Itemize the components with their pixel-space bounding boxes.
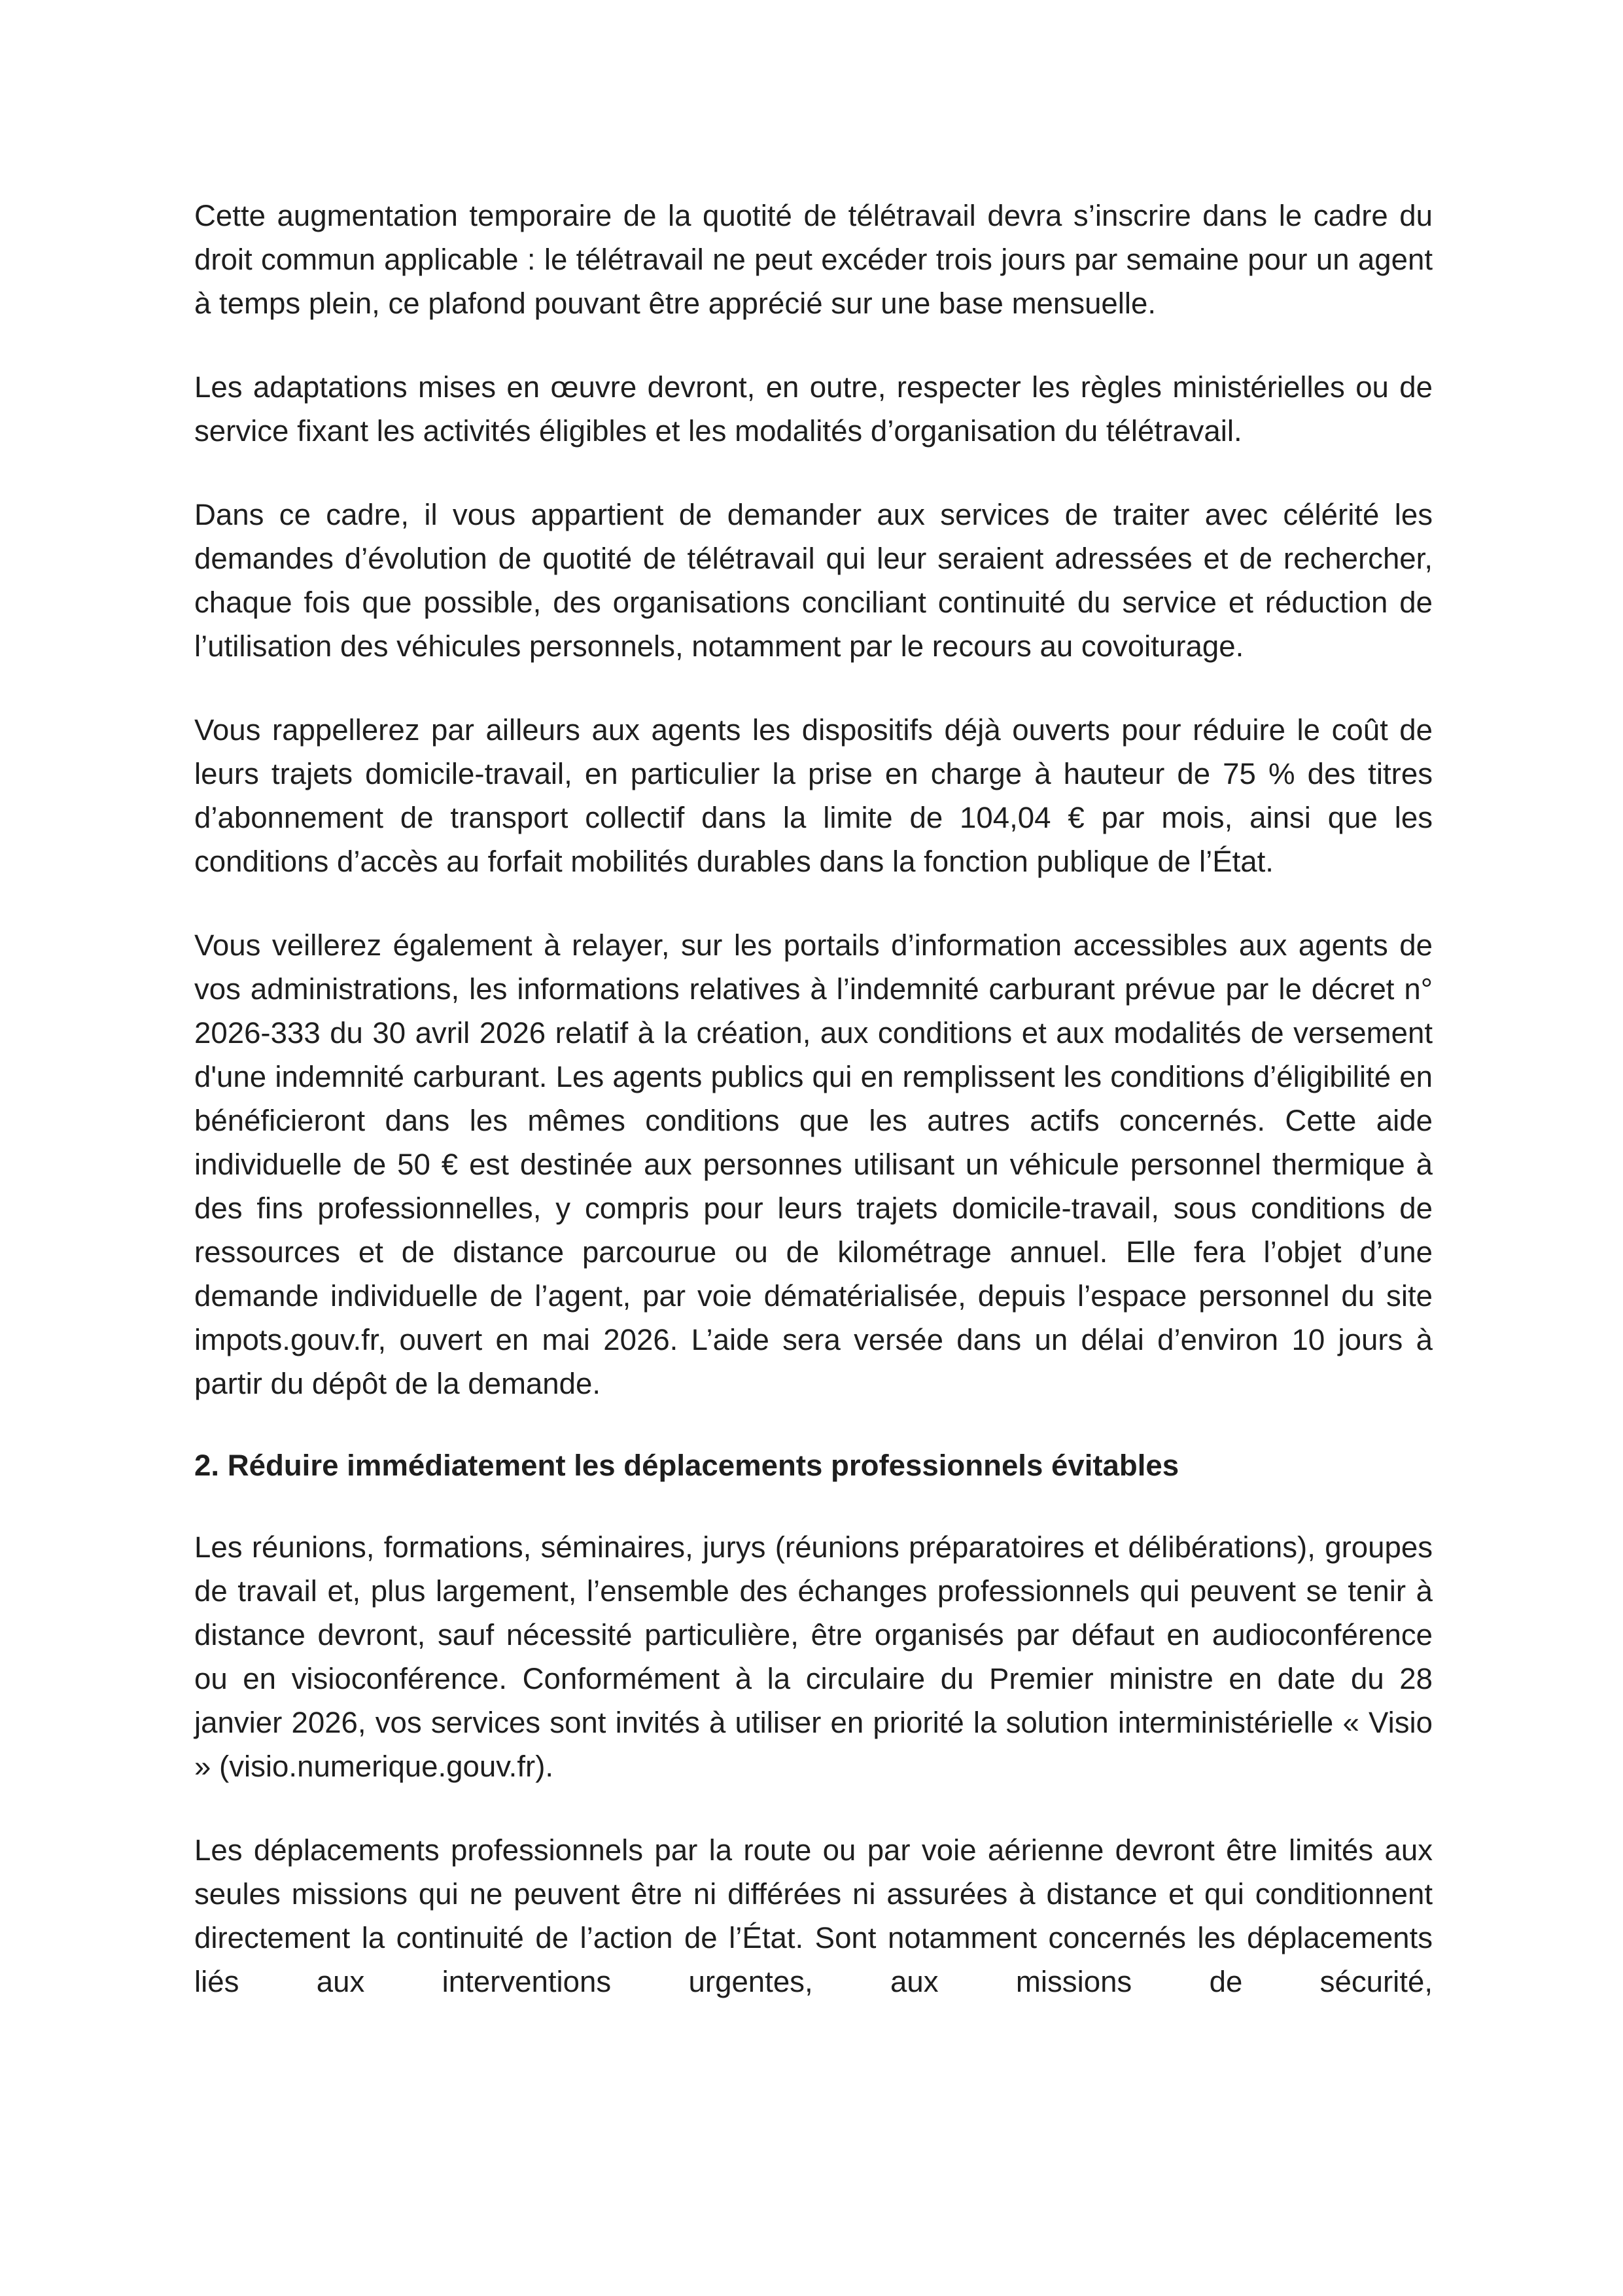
paragraph-indemnite-carburant: Vous veillerez également à relayer, sur les portails d’information accessibles aux agents de vos administrations, les informations relatives à l’indemnité carburant prévue par le décret n° 2026-333 du 30 avril 2026 relatif à la création, aux conditions et aux modalités de versement d'une indemnité carburant. Les agents publics qui en remplissent les conditions d’éligibilité en bénéficieront dans les mêmes conditions que les autres actifs concernés. Cette aide individuelle de 50 € est destinée aux personnes utilisant un véhicule personnel thermique à des fins professionnelles, y compris pour leurs trajets domicile-travail, sous conditions de ressources et de distance parcourue ou de kilométrage annuel. Elle fera l’objet d’une demande individuelle de l’agent, par voie dématérialisée, depuis l’espace personnel du site impots.gouv.fr, ouvert en mai 2026. L’aide sera versée dans un délai d’environ 10 jours à partir du dépôt de la demande. [194, 928, 1433, 1400]
paragraph-adaptations: Les adaptations mises en œuvre devront, en outre, respecter les règles ministérielles ou de service fixant les activités éligibles et les modalités d’organisation du télétravail. [194, 370, 1433, 448]
paragraph-teletravail-quotite: Cette augmentation temporaire de la quotité de télétravail devra s’inscrire dans le cadre du droit commun applicable : le télétravail ne peut excéder trois jours par semaine pour un agent à temps plein, ce plafond pouvant être apprécié sur une base mensuelle. [194, 199, 1433, 320]
paragraph-cadre-services: Dans ce cadre, il vous appartient de demander aux services de traiter avec célérité les demandes d’évolution de quotité de télétravail qui leur seraient adressées et de rechercher, chaque fois que possible, des organisations conciliant continuité du service et réduction de l’utilisation des véhicules personnels, notamment par le recours au covoiturage. [194, 498, 1433, 663]
paragraph-dispositifs-transport: Vous rappellerez par ailleurs aux agents les dispositifs déjà ouverts pour réduire le coût de leurs trajets domicile-travail, en particulier la prise en charge à hauteur de 75 % des titres d’abonnement de transport collectif dans la limite de 104,04 € par mois, ainsi que les conditions d’accès au forfait mobilités durables dans la fonction publique de l’État. [194, 713, 1433, 878]
paragraph-reunions-distance: Les réunions, formations, séminaires, jurys (réunions préparatoires et délibérations), groupes de travail et, plus largement, l’ensemble des échanges professionnels qui peuvent se tenir à distance devront, sauf nécessité particulière, être organisés par défaut en audioconférence ou en visioconférence. Conformément à la circulaire du Premier ministre en date du 28 janvier 2026, vos services sont invités à utiliser en priorité la solution interministérielle « Visio » (visio.numerique.gouv.fr). [194, 1530, 1433, 1783]
section-heading-2: 2. Réduire immédiatement les déplacements professionnels évitables [194, 1449, 1179, 1482]
paragraph-deplacements-limites: Les déplacements professionnels par la route ou par voie aérienne devront être limités aux seules missions qui ne peuvent être ni différées ni assurées à distance et qui conditionnent directement la continuité de l’action de l’État. Sont notamment concernés les déplacements liés aux interventions urgentes, aux missions de sécurité, [194, 1833, 1433, 1998]
document-page [194, 194, 1433, 2004]
